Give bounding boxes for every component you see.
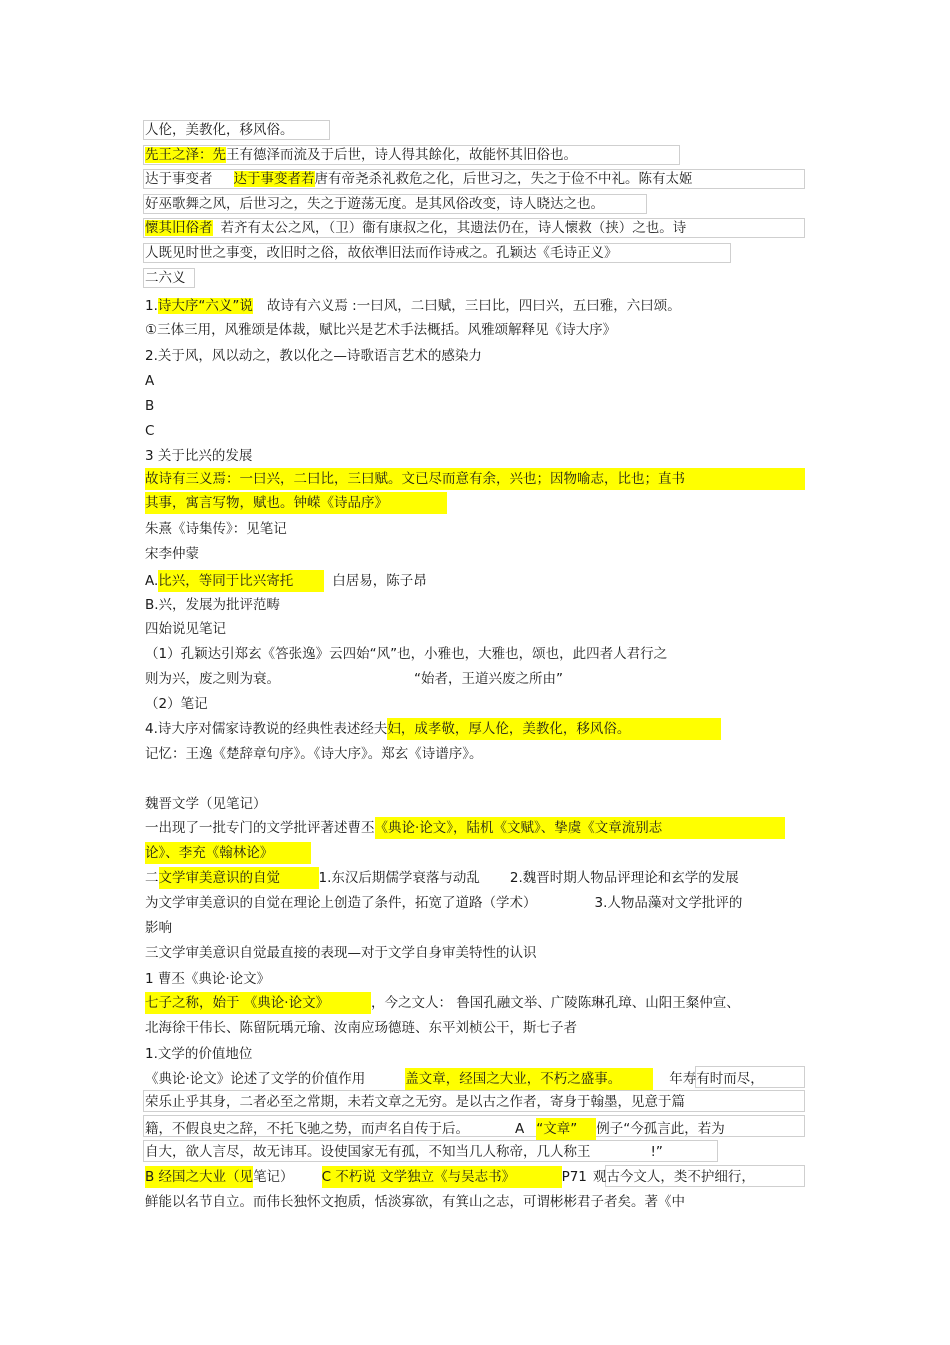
highlighted-text: 《典论·论文》，陆机《文赋》、挚虞《文章流别志	[375, 817, 785, 839]
highlighted-text: 盖文章，经国之大业，不朽之盛事。	[405, 1068, 653, 1090]
text-run: !”	[650, 1144, 663, 1160]
text-run: ，今之文人： 鲁国孔融文举、广陵陈琳孔璋、山阳王粲仲宣、	[371, 995, 740, 1011]
highlighted-text: 懷其旧俗者	[145, 220, 213, 236]
text-run: 唐有帝尧杀礼救危之化，后世习之，失之于俭不中礼。陈有太姬	[314, 171, 693, 187]
text-line	[145, 347, 482, 365]
text-run: 故诗有六义焉 :一曰风，二曰赋，三曰比，四曰兴，五曰雅，六曰颂。	[266, 298, 681, 314]
text-run: B	[145, 398, 155, 414]
text-run: 二六义	[145, 270, 186, 286]
text-line	[145, 121, 294, 139]
text-run: 笔记）	[253, 1169, 294, 1185]
text-run: 1.	[145, 298, 158, 314]
highlighted-text: B 经国之大业（见	[145, 1166, 253, 1188]
text-line	[145, 867, 739, 889]
text-line	[145, 297, 681, 315]
text-line	[145, 244, 618, 262]
highlighted-text: 七子之称，始于 《典论·论文》	[145, 992, 371, 1014]
text-run: 三文学审美意识自觉最直接的表现—对于文学自身审美特性的认识	[145, 945, 537, 961]
text-line	[145, 919, 172, 937]
text-run: A	[145, 373, 155, 389]
text-line	[145, 745, 483, 763]
section-heading	[145, 795, 267, 813]
text-run: 2.关于风，风以动之，教以化之—诗歌语言艺术的感染力	[145, 348, 482, 364]
text-line	[145, 1019, 577, 1037]
text-run: 二	[145, 870, 159, 886]
text-run: C	[145, 423, 155, 439]
text-run: 白居易，陈子昂	[332, 573, 427, 589]
text-run: 1 曹丕《典论·论文》	[145, 971, 271, 987]
highlighted-text: 诗大序“六义”说	[157, 298, 253, 314]
highlighted-text: 论》、李充《翰林论》	[145, 842, 311, 864]
text-run: P71	[561, 1169, 587, 1185]
text-line	[145, 146, 577, 164]
text-run: 鲜能以名节自立。而伟长独怀文抱质，恬淡寡欲，有箕山之志，可谓彬彬君子者矣。著《中	[145, 1194, 685, 1210]
text-line	[145, 321, 616, 339]
text-run: 例子“今孤言此，若为	[596, 1121, 725, 1137]
list-marker	[145, 422, 154, 440]
highlighted-text: 比兴，等同于比兴寄托	[158, 570, 324, 592]
text-line	[145, 1166, 755, 1188]
text-run: “始者，王道兴废之所由”	[414, 671, 563, 687]
text-line	[145, 468, 805, 490]
text-run: 2.魏晋时期人物品评理论和玄学的发展	[509, 870, 739, 886]
text-run: A.	[145, 573, 159, 589]
text-line	[145, 1068, 764, 1090]
text-run: A	[515, 1121, 525, 1137]
highlighted-text: 妇，成孝敬，厚人伦，美教化，移风俗。	[387, 718, 721, 740]
text-run: 《典论·论文》论述了文学的价值作用	[145, 1071, 366, 1087]
text-run: 3.人物品藻对文学批评的	[594, 895, 743, 911]
text-run: 达于事变者	[145, 171, 213, 187]
text-run: 朱熹《诗集传》：见笔记	[145, 521, 287, 537]
text-run: 3 关于比兴的发展	[145, 448, 253, 464]
text-run: 若齐有太公之风，（卫）衞有康叔之化，其遗法仍在，诗人懷救（挟）之也。诗	[220, 220, 687, 236]
text-line	[145, 219, 686, 237]
text-line	[145, 817, 785, 839]
text-run: 则为兴，废之则为衰。	[145, 671, 280, 687]
text-line	[145, 520, 287, 538]
text-line	[145, 718, 721, 740]
text-line	[145, 1193, 685, 1211]
text-run: 人既见时世之事变，改旧时之俗，故依凖旧法而作诗戒之。孔颖达《毛诗正义》	[145, 245, 618, 261]
text-run: 记忆：王逸《楚辞章句序》。《诗大序》。郑玄《诗谱序》。	[145, 746, 483, 762]
highlighted-text: 文学审美意识的自觉	[159, 867, 319, 889]
highlighted-text: 其事，寓言写物，赋也。钟嵘《诗品序》	[145, 492, 447, 514]
text-line	[145, 970, 270, 988]
text-line	[145, 492, 447, 514]
text-run: B.兴，发展为批评范畴	[145, 597, 281, 613]
text-line	[145, 170, 693, 188]
text-line	[145, 195, 604, 213]
text-run: 4.诗大序对儒家诗教说的经典性表述经夫	[145, 721, 388, 737]
text-line	[145, 842, 311, 864]
text-run: 籍，不假良史之辞，不托飞驰之势，而声名自传于后。	[145, 1121, 469, 1137]
highlighted-text: 故诗有三义焉：一曰兴，二曰比，三曰赋。文已尽而意有余，兴也；因物喻志，比也；直书	[145, 468, 805, 490]
text-run: 自大，欲人言尽，故无讳耳。设使国家无有孤，不知当几人称帝，几人称王	[145, 1144, 591, 1160]
text-run: 好巫歌舞之风，后世习之，失之于遊荡无度。是其风俗改变，诗人晓达之也。	[145, 196, 604, 212]
text-run: 1.文学的价值地位	[145, 1046, 253, 1062]
text-run: 王有德泽而流及于后世，诗人得其餘化，故能怀其旧俗也。	[226, 147, 577, 163]
text-run: 一出现了一批专门的文学批评著述曹丕	[145, 820, 375, 836]
text-run: 人伦，美教化，移风俗。	[145, 122, 294, 138]
text-line	[145, 992, 740, 1014]
text-line	[145, 645, 667, 663]
text-run: 魏晋文学（见笔记）	[145, 796, 267, 812]
text-line	[145, 894, 742, 912]
list-marker	[145, 397, 154, 415]
text-run: （2）笔记	[145, 696, 208, 712]
text-run: 观古今文人，类不护细行，	[592, 1169, 755, 1185]
text-run: 1.东汉后期儒学衰落与动乱	[318, 870, 480, 886]
text-line	[145, 447, 252, 465]
text-run: ①三体三用，风雅颂是体裁，赋比兴是艺术手法概括。风雅颂解释见《诗大序》	[145, 322, 617, 338]
text-line	[145, 944, 537, 962]
text-run: 荣乐止乎其身，二者必至之常期，未若文章之无穷。是以古之作者，寄身于翰墨，见意于篇	[145, 1094, 685, 1110]
text-line	[145, 1143, 663, 1161]
highlighted-text: 达于事变者若	[233, 171, 315, 187]
text-run: 为文学审美意识的自觉在理论上创造了条件，拓宽了道路（学术）	[145, 895, 537, 911]
highlighted-text: C 不朽说 文学独立《与吴志书》	[322, 1166, 562, 1188]
text-run: 北海徐干伟长、陈留阮瑀元瑜、汝南应玚德琏、东平刘桢公干，斯七子者	[145, 1020, 577, 1036]
highlighted-text: 先王之泽：先	[145, 147, 226, 163]
text-run: 宋李仲蒙	[145, 546, 199, 562]
text-line	[145, 670, 563, 688]
text-line	[145, 1093, 685, 1111]
text-line	[145, 695, 208, 713]
text-run: 年寿有时而尽，	[669, 1071, 764, 1087]
section-heading	[145, 269, 186, 287]
text-run: 四始说见笔记	[145, 621, 226, 637]
text-line	[145, 596, 280, 614]
text-line	[145, 570, 427, 592]
text-run: （1）孔颖达引郑玄《答张逸》云四始“风”也，小雅也，大雅也，颂也，此四者人君行之	[145, 646, 668, 662]
text-line	[145, 1118, 725, 1140]
text-line	[145, 545, 199, 563]
text-run: 影响	[145, 920, 172, 936]
highlighted-text: “文章”	[536, 1118, 596, 1140]
text-line	[145, 1045, 252, 1063]
list-marker	[145, 372, 154, 390]
text-line	[145, 620, 226, 638]
